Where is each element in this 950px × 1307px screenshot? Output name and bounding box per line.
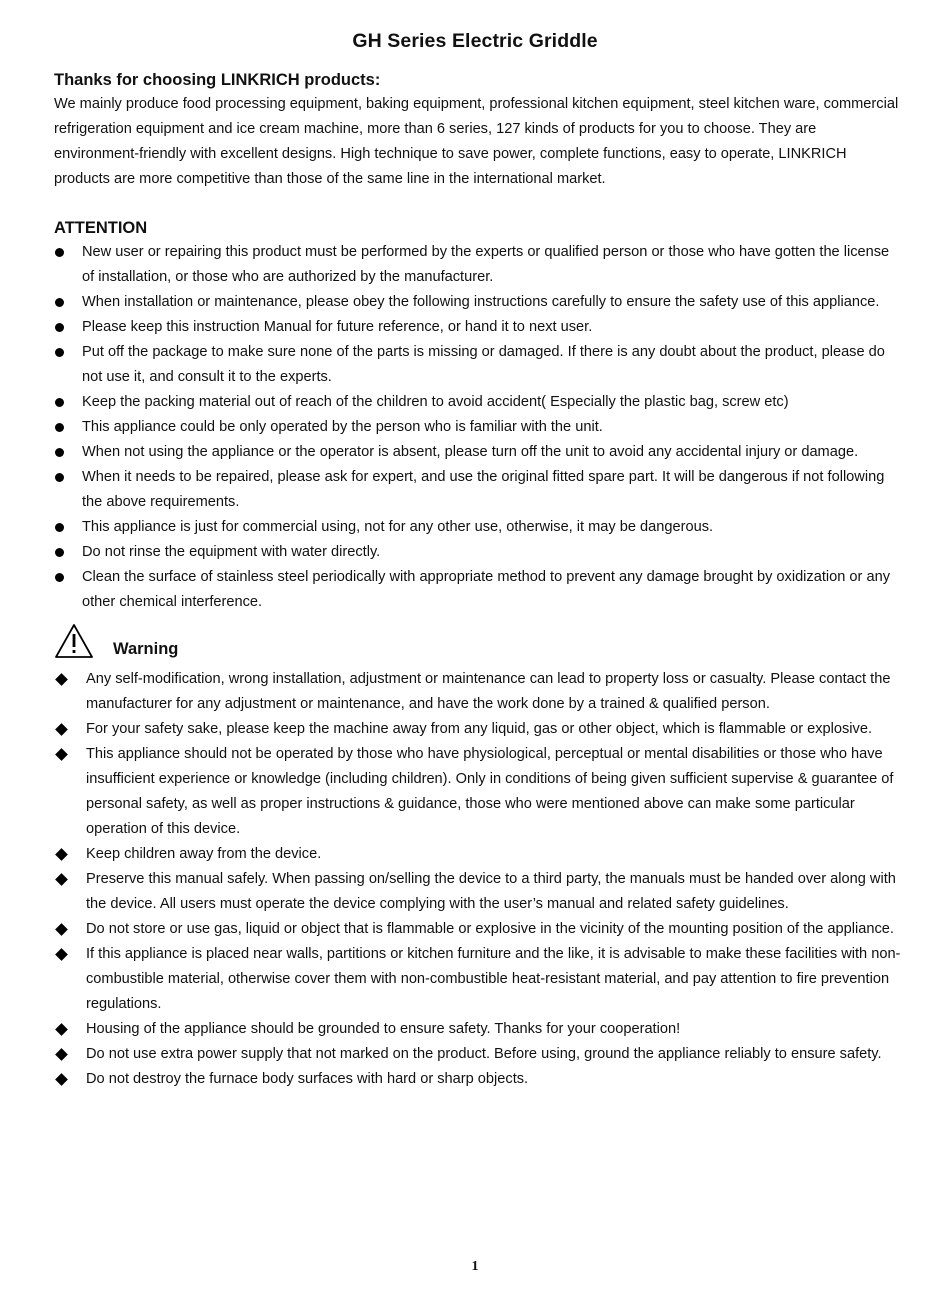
attention-item-text: New user or repairing this product must be performed by the experts or qualified person or those who have gotten the license of installation, or those who are authorized by the manufacturer. bbox=[82, 244, 890, 285]
warning-item-text: Do not store or use gas, liquid or object that is flammable or explosive in the vicinity of the mounting position of the appliance. bbox=[86, 921, 894, 937]
attention-item bbox=[54, 515, 902, 540]
diamond-bullet-icon bbox=[55, 723, 68, 736]
attention-item bbox=[54, 340, 902, 390]
diamond-bullet-icon bbox=[55, 673, 68, 686]
warning-item-text: Any self-modification, wrong installation, adjustment or maintenance can lead to property loss or casualty. Please contact the manufacturer for any adjustment or maintenance, and have the work done by a trained & qualified person. bbox=[86, 671, 891, 712]
warning-item-text: Housing of the appliance should be grounded to ensure safety. Thanks for your cooperation! bbox=[86, 1021, 681, 1037]
diamond-bullet-icon bbox=[55, 948, 68, 961]
warning-item bbox=[54, 1017, 902, 1042]
diamond-bullet-icon bbox=[55, 848, 68, 861]
warning-item-text: For your safety sake, please keep the machine away from any liquid, gas or other object, which is flammable or explosive. bbox=[86, 721, 873, 737]
bullet-icon bbox=[55, 573, 64, 582]
attention-item-text: Please keep this instruction Manual for future reference, or hand it to next user. bbox=[82, 319, 593, 335]
bullet-icon bbox=[55, 548, 64, 557]
attention-item bbox=[54, 415, 902, 440]
document-title: GH Series Electric Griddle bbox=[352, 30, 598, 52]
attention-heading: ATTENTION bbox=[54, 219, 148, 237]
attention-item-text: Do not rinse the equipment with water directly. bbox=[82, 544, 381, 560]
bullet-icon bbox=[55, 448, 64, 457]
bullet-icon bbox=[55, 348, 64, 357]
bullet-icon bbox=[55, 473, 64, 482]
attention-item-text: When not using the appliance or the operator is absent, please turn off the unit to avoid any accidental injury or damage. bbox=[82, 444, 859, 460]
warning-item-text: Keep children away from the device. bbox=[86, 846, 322, 862]
bullet-icon bbox=[55, 398, 64, 407]
warning-heading: Warning bbox=[113, 640, 179, 658]
attention-list bbox=[54, 240, 902, 615]
attention-item bbox=[54, 240, 902, 290]
bullet-icon bbox=[55, 298, 64, 307]
attention-item-text: When installation or maintenance, please obey the following instructions carefully to ensure the safety use of this appliance. bbox=[82, 294, 880, 310]
warning-item bbox=[54, 717, 902, 742]
diamond-bullet-icon bbox=[55, 748, 68, 761]
warning-item bbox=[54, 917, 902, 942]
diamond-bullet-icon bbox=[55, 1023, 68, 1036]
bullet-icon bbox=[55, 248, 64, 257]
attention-item-text: This appliance is just for commercial using, not for any other use, otherwise, it may be dangerous. bbox=[82, 519, 714, 535]
warning-item-text: Do not destroy the furnace body surfaces with hard or sharp objects. bbox=[86, 1071, 529, 1087]
bullet-icon bbox=[55, 523, 64, 532]
page-number: 1 bbox=[471, 1259, 479, 1274]
warning-list bbox=[54, 667, 902, 1092]
warning-item-text: This appliance should not be operated by those who have physiological, perceptual or mental disabilities or those who have insufficient experience or knowledge (including children). Only in conditions of being given sufficient supervise & guarantee of personal safety, as well as proper instructions & guidance, those who were mentioned above can make some particular operation of this device. bbox=[86, 746, 894, 837]
attention-item bbox=[54, 390, 902, 415]
diamond-bullet-icon bbox=[55, 1048, 68, 1061]
attention-item bbox=[54, 290, 902, 315]
warning-item bbox=[54, 1067, 902, 1092]
attention-item-text: Put off the package to make sure none of the parts is missing or damaged. If there is any doubt about the product, please do not use it, and consult it to the experts. bbox=[82, 344, 885, 385]
attention-item-text: Clean the surface of stainless steel periodically with appropriate method to prevent any damage brought by oxidization or any other chemical interference. bbox=[82, 569, 890, 610]
bullet-icon bbox=[55, 323, 64, 332]
attention-item-text: Keep the packing material out of reach of the children to avoid accident( Especially the plastic bag, screw etc) bbox=[82, 394, 789, 410]
warning-item bbox=[54, 1042, 902, 1067]
warning-item bbox=[54, 842, 902, 867]
intro-paragraph: We mainly produce food processing equipment, baking equipment, professional kitchen equipment, steel kitchen ware, commercial refrigeration equipment and ice cream machine, more than 6 series, 127 kinds of products for you to choose. They are environment-friendly with excellent designs. High technique to save power, complete functions, easy to operate, LINKRICH products are more competitive than those of the same line in the international market. bbox=[54, 96, 899, 187]
document-content bbox=[54, 68, 902, 1092]
diamond-bullet-icon bbox=[55, 1073, 68, 1086]
warning-header bbox=[54, 623, 902, 667]
warning-triangle-icon bbox=[54, 623, 94, 659]
warning-item bbox=[54, 667, 902, 717]
warning-item bbox=[54, 742, 902, 842]
intro-heading: Thanks for choosing LINKRICH products: bbox=[54, 71, 381, 89]
diamond-bullet-icon bbox=[55, 873, 68, 886]
attention-item bbox=[54, 315, 902, 340]
attention-item bbox=[54, 540, 902, 565]
warning-item-text: If this appliance is placed near walls, partitions or kitchen furniture and the like, it is advisable to make these facilities with non-combustible material, otherwise cover them with non-combustible heat-resistant material, and pay attention to fire prevention regulations. bbox=[86, 946, 901, 1012]
attention-item bbox=[54, 440, 902, 465]
attention-item-text: This appliance could be only operated by the person who is familiar with the unit. bbox=[82, 419, 603, 435]
diamond-bullet-icon bbox=[55, 923, 68, 936]
warning-item-text: Do not use extra power supply that not marked on the product. Before using, ground the appliance reliably to ensure safety. bbox=[86, 1046, 882, 1062]
warning-item-text: Preserve this manual safely. When passing on/selling the device to a third party, the manuals must be handed over along with the device. All users must operate the device complying with the user’s manual and related safety guidelines. bbox=[86, 871, 896, 912]
bullet-icon bbox=[55, 423, 64, 432]
attention-item-text: When it needs to be repaired, please ask for expert, and use the original fitted spare part. It will be dangerous if not following the above requirements. bbox=[82, 469, 885, 510]
warning-item bbox=[54, 942, 902, 1017]
attention-item bbox=[54, 565, 902, 615]
attention-item bbox=[54, 465, 902, 515]
warning-item bbox=[54, 867, 902, 917]
